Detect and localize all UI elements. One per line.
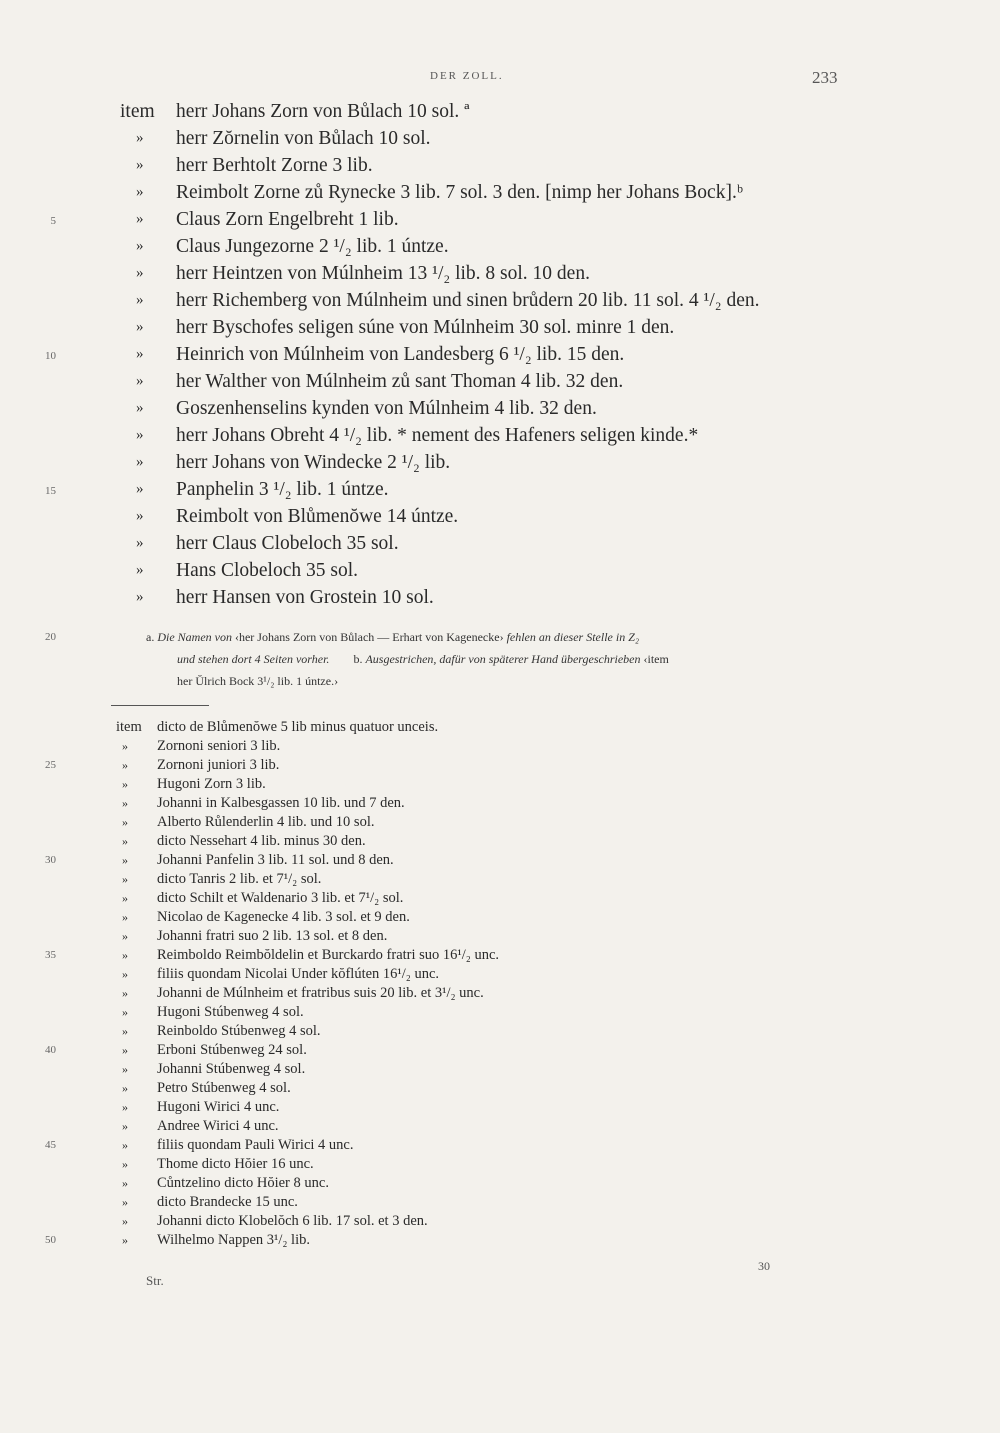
entry-line xyxy=(0,756,1000,775)
entry-line xyxy=(0,530,1000,557)
entry-text: Hugoni Stúbenweg 4 sol. xyxy=(157,1004,304,1020)
entry-text: dicto Tanris 2 lib. et 7¹/₂ sol. xyxy=(157,871,322,887)
entry-lead: » xyxy=(136,508,144,524)
entry-text: herr Hansen von Grostein 10 sol. xyxy=(176,587,434,608)
entry-text: Reinboldo Stúbenweg 4 sol. xyxy=(157,1023,321,1039)
entry-line xyxy=(0,984,1000,1003)
entry-text: Alberto Růlenderlin 4 lib. und 10 sol. xyxy=(157,814,375,830)
entry-text: Andree Wirici 4 unc. xyxy=(157,1118,279,1134)
entry-line xyxy=(0,152,1000,179)
entry-text: dicto Brandecke 15 unc. xyxy=(157,1194,298,1210)
entry-line xyxy=(0,927,1000,946)
entry-lead: » xyxy=(136,184,144,200)
entry-text: herr Byschofes seligen súne von Múlnheim 30 sol. minre 1 den. xyxy=(176,317,675,338)
entry-line xyxy=(0,1098,1000,1117)
entry-line xyxy=(0,889,1000,908)
entry-text: Zornoni juniori 3 lib. xyxy=(157,757,280,773)
margin-number: 30 xyxy=(758,1259,770,1273)
entry-line xyxy=(0,557,1000,584)
entry-line xyxy=(0,233,1000,260)
entry-text: Cůntzelino dicto Hŏier 8 unc. xyxy=(157,1175,329,1191)
entry-text: dicto de Blůmenŏwe 5 lib minus quatuor unceis. xyxy=(157,719,439,735)
entry-lead: » xyxy=(122,1176,128,1190)
entry-text: herr Johans Obreht 4 ¹/₂ lib. * nement des Hafeners seligen kinde.* xyxy=(176,425,699,446)
footnote-a-text-2: fehlen an dieser Stelle in Z₂ xyxy=(506,630,640,644)
entry-lead: » xyxy=(136,535,144,551)
latin-list xyxy=(0,718,1000,1250)
entry-text: herr Johans Zorn von Bůlach 10 sol. ª xyxy=(176,101,470,122)
entry-text: Hugoni Wirici 4 unc. xyxy=(157,1099,280,1115)
entry-text: dicto Nessehart 4 lib. minus 30 den. xyxy=(157,833,366,849)
entry-lead: » xyxy=(122,1138,128,1152)
entry-text: herr Richemberg von Múlnheim und sinen brůdern 20 lib. 11 sol. 4 ¹/₂ den. xyxy=(176,290,760,311)
running-title: DER ZOLL. xyxy=(430,70,504,82)
entry-lead: » xyxy=(122,967,128,981)
entry-line xyxy=(0,851,1000,870)
entry-lead: » xyxy=(122,1157,128,1171)
entry-lead: » xyxy=(136,292,144,308)
entry-line xyxy=(0,1212,1000,1231)
entry-text: Johanni Panfelin 3 lib. 11 sol. und 8 den. xyxy=(157,852,394,868)
entry-line xyxy=(0,287,1000,314)
entry-lead: » xyxy=(122,1214,128,1228)
footnote-line xyxy=(0,626,1000,648)
entry-line xyxy=(0,179,1000,206)
line-number: 30 xyxy=(45,854,56,866)
entry-lead: item xyxy=(120,101,155,122)
entry-lead: » xyxy=(122,910,128,924)
line-number: 5 xyxy=(50,215,56,227)
entry-lead: » xyxy=(122,1043,128,1057)
entry-line xyxy=(0,1079,1000,1098)
entry-text: Heinrich von Múlnheim von Landesberg 6 ¹/₂ lib. 15 den. xyxy=(176,344,625,365)
section-divider xyxy=(111,705,209,706)
footnote-line xyxy=(0,648,1000,670)
entry-line xyxy=(0,946,1000,965)
entry-lead: » xyxy=(136,265,144,281)
entry-lead: » xyxy=(136,454,144,470)
entry-text: Claus Jungezorne 2 ¹/₂ lib. 1 úntze. xyxy=(176,236,449,257)
entry-line xyxy=(0,1193,1000,1212)
entry-line xyxy=(0,775,1000,794)
entry-lead: » xyxy=(122,1024,128,1038)
entry-text: herr Heintzen von Múlnheim 13 ¹/₂ lib. 8 sol. 10 den. xyxy=(176,263,590,284)
entry-line xyxy=(0,737,1000,756)
entry-text: Reimbolt von Blůmenŏwe 14 úntze. xyxy=(176,506,459,527)
entry-text: Zornoni seniori 3 lib. xyxy=(157,738,281,754)
entry-line xyxy=(0,476,1000,503)
entry-lead: » xyxy=(136,589,144,605)
entry-line xyxy=(0,1060,1000,1079)
entry-text: dicto Schilt et Waldenario 3 lib. et 7¹/₂ sol. xyxy=(157,890,404,906)
entry-lead: » xyxy=(122,929,128,943)
entry-line xyxy=(0,260,1000,287)
entry-lead: » xyxy=(136,562,144,578)
entry-line xyxy=(0,395,1000,422)
entry-text: Nicolao de Kagenecke 4 lib. 3 sol. et 9 den. xyxy=(157,909,410,925)
footnote-a-text-3: und stehen dort 4 Seiten vorher. xyxy=(177,652,330,666)
entry-lead: » xyxy=(122,739,128,753)
entry-line xyxy=(0,449,1000,476)
entry-line xyxy=(0,1117,1000,1136)
entry-text: Thome dicto Hŏier 16 unc. xyxy=(157,1156,314,1172)
entry-line xyxy=(0,1174,1000,1193)
entry-line xyxy=(0,368,1000,395)
line-number: 20 xyxy=(45,631,56,643)
entry-line xyxy=(0,813,1000,832)
entry-text: herr Johans von Windecke 2 ¹/₂ lib. xyxy=(176,452,451,473)
entry-text: Panphelin 3 ¹/₂ lib. 1 úntze. xyxy=(176,479,389,500)
line-number: 10 xyxy=(45,350,56,362)
line-number: 25 xyxy=(45,759,56,771)
entry-line xyxy=(0,1041,1000,1060)
entry-text: Reimboldo Reimbŏldelin et Burckardo fratri suo 16¹/₂ unc. xyxy=(157,947,500,963)
entry-lead: » xyxy=(122,853,128,867)
entry-lead: » xyxy=(136,481,144,497)
entry-lead: » xyxy=(136,346,144,362)
entry-line xyxy=(0,794,1000,813)
entry-line xyxy=(0,832,1000,851)
entry-text: Johanni fratri suo 2 lib. 13 sol. et 8 den. xyxy=(157,928,388,944)
entry-line xyxy=(0,908,1000,927)
entry-lead: » xyxy=(122,796,128,810)
entry-lead: » xyxy=(136,400,144,416)
entry-text: herr Berhtolt Zorne 3 lib. xyxy=(176,155,373,176)
entry-line xyxy=(0,1231,1000,1250)
entry-line xyxy=(0,503,1000,530)
entry-lead: » xyxy=(122,1233,128,1247)
footnote-a-quote: ‹her Johans Zorn von Bůlach — Erhart von Kagenecke› xyxy=(234,630,504,644)
entry-line xyxy=(0,341,1000,368)
entry-line xyxy=(0,1003,1000,1022)
footnote-marker-a: a. xyxy=(146,630,155,644)
entry-text: Petro Stúbenweg 4 sol. xyxy=(157,1080,291,1096)
footnote-line xyxy=(0,670,1000,692)
entry-text: Claus Zorn Engelbreht 1 lib. xyxy=(176,209,399,230)
entry-line xyxy=(0,125,1000,152)
entry-text: filiis quondam Pauli Wirici 4 unc. xyxy=(157,1137,354,1153)
entry-lead: » xyxy=(122,1081,128,1095)
entry-lead: » xyxy=(122,1005,128,1019)
footnote-b-text: Ausgestrichen, dafür von späterer Hand übergeschrieben xyxy=(365,652,641,666)
entry-lead: » xyxy=(122,758,128,772)
entry-lead: » xyxy=(122,815,128,829)
entry-line xyxy=(0,1136,1000,1155)
entry-lead: » xyxy=(136,373,144,389)
entry-lead: » xyxy=(122,986,128,1000)
page-number: 233 xyxy=(812,68,838,87)
entry-lead: » xyxy=(122,1119,128,1133)
entry-text: Johanni de Múlnheim et fratribus suis 20 lib. et 3¹/₂ unc. xyxy=(157,985,484,1001)
entry-lead: » xyxy=(122,777,128,791)
entry-lead: » xyxy=(122,1062,128,1076)
line-number: 15 xyxy=(45,485,56,497)
entry-text: Johanni dicto Klobelŏch 6 lib. 17 sol. et 3 den. xyxy=(157,1213,428,1229)
footnote-marker-b: b. xyxy=(353,652,363,666)
entry-text: Hans Clobeloch 35 sol. xyxy=(176,560,358,581)
entry-text: herr Claus Clobeloch 35 sol. xyxy=(176,533,399,554)
entry-lead: » xyxy=(136,130,144,146)
source-abbreviation: Str. xyxy=(146,1273,164,1288)
footnote-a-text: Die Namen von xyxy=(157,630,232,644)
entry-lead: » xyxy=(122,834,128,848)
entry-text: Erboni Stúbenweg 24 sol. xyxy=(157,1042,307,1058)
entry-text: Wilhelmo Nappen 3¹/₂ lib. xyxy=(157,1232,310,1248)
entry-line xyxy=(0,965,1000,984)
entry-line xyxy=(0,718,1000,737)
entry-lead: » xyxy=(122,1195,128,1209)
entry-text: herr Zŏrnelin von Bůlach 10 sol. xyxy=(176,128,431,149)
line-number: 35 xyxy=(45,949,56,961)
entry-lead: » xyxy=(136,157,144,173)
entry-line xyxy=(0,584,1000,611)
entry-lead: » xyxy=(122,948,128,962)
footnote-b-quote: ‹item xyxy=(643,652,669,666)
german-list xyxy=(0,98,1000,611)
entry-lead: » xyxy=(136,238,144,254)
entry-lead: » xyxy=(136,427,144,443)
entry-lead: » xyxy=(122,872,128,886)
entry-lead: » xyxy=(122,1100,128,1114)
entry-line xyxy=(0,422,1000,449)
entry-text: Hugoni Zorn 3 lib. xyxy=(157,776,266,792)
line-number: 40 xyxy=(45,1044,56,1056)
entry-line xyxy=(0,206,1000,233)
line-number: 45 xyxy=(45,1139,56,1151)
entry-text: Reimbolt Zorne zů Rynecke 3 lib. 7 sol. 3 den. [nimp her Johans Bock].ᵇ xyxy=(176,182,743,203)
entry-lead: » xyxy=(122,891,128,905)
entry-lead: » xyxy=(136,319,144,335)
entry-text: Goszenhenselins kynden von Múlnheim 4 lib. 32 den. xyxy=(176,398,597,419)
entry-text: Johanni in Kalbesgassen 10 lib. und 7 den. xyxy=(157,795,405,811)
entry-line xyxy=(0,870,1000,889)
entry-text: filiis quondam Nicolai Under kŏflúten 16¹/₂ unc. xyxy=(157,966,440,982)
entry-line xyxy=(0,98,1000,125)
entry-line xyxy=(0,314,1000,341)
entry-line xyxy=(0,1155,1000,1174)
entry-lead: » xyxy=(136,211,144,227)
entry-text: her Walther von Múlnheim zů sant Thoman 4 lib. 32 den. xyxy=(176,371,624,392)
footnotes xyxy=(0,626,1000,692)
entry-text: Johanni Stúbenweg 4 sol. xyxy=(157,1061,306,1077)
footnote-b-quote-2: her Ŭlrich Bock 3¹/₂ lib. 1 úntze.› xyxy=(177,674,339,688)
line-number: 50 xyxy=(45,1234,56,1246)
entry-line xyxy=(0,1022,1000,1041)
entry-lead: item xyxy=(116,719,142,735)
